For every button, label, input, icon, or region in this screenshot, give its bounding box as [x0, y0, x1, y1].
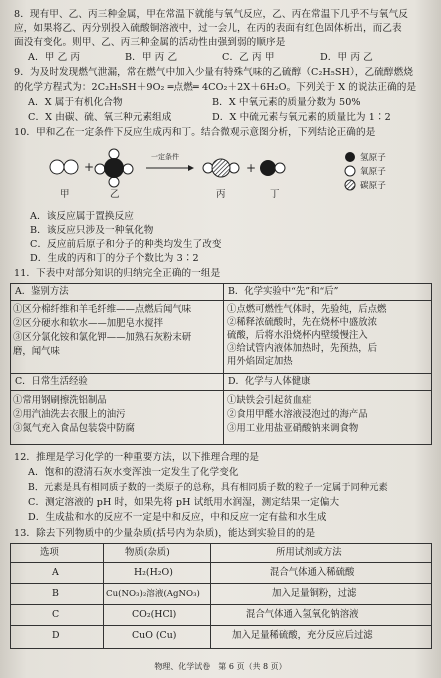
q13-row-d-option: D: [52, 630, 60, 641]
q13-row-a-substance: H₂(H₂O): [134, 567, 173, 578]
q8-option-b: B．甲 丙 乙: [125, 52, 178, 63]
q13-row-b-method: 加入足量铜粉，过滤: [272, 588, 357, 599]
q12-option-c: C．测定溶液的 pH 时，如果先将 pH 试纸用水润湿，测定结果一定偏大: [28, 497, 340, 508]
q13-header-option: 选项: [40, 547, 59, 558]
q10-option-c: C．反应前后原子和分子的种类均发生了改变: [30, 239, 222, 250]
q8-option-a: A．甲 乙 丙: [28, 52, 81, 63]
q9-option-d: D．X 中硫元素与氧元素的质量比为 1∶2: [212, 112, 391, 123]
atom-legend: [344, 150, 386, 192]
oxygen-atom-icon: [344, 165, 356, 177]
q8-stem-line3: 面没有变化。则甲、乙、丙三种金属的活动性由强到弱的顺序是: [14, 37, 286, 48]
page-footer: 物理、化学试卷 第 6 页（共 8 页）: [154, 662, 287, 671]
q8-stem-line2: 应，如果将乙、丙分别投入硫酸铜溶液中，过一会儿，在丙的表面有红色固体析出，而乙表: [14, 23, 402, 34]
q13-header-method: 所用试剂或方法: [276, 547, 342, 558]
legend-oxygen: 氧原子: [360, 167, 386, 177]
q8-option-d: D．甲 丙 乙: [320, 52, 373, 63]
q12-option-b: B．元素是具有相同质子数的一类原子的总称，具有相同质子数的粒子一定属于同种元素: [28, 482, 388, 493]
arrow-condition: 一定条件: [151, 153, 179, 161]
q11-stem: 11．下表中对部分知识的归纳完全正确的一组是: [14, 268, 221, 279]
hydrogen-atom-icon: [344, 151, 356, 163]
legend-carbon: 碳原子: [360, 181, 386, 191]
q11-d-line1: ①缺铁会引起贫血症: [227, 395, 312, 406]
legend-hydrogen: 氢原子: [360, 153, 386, 163]
q13-row-c-option: C: [52, 609, 60, 620]
carbon-atom-icon: [344, 179, 356, 191]
q9-stem-line2: 的化学方程式为：2C₂H₅SH＋9O₂ ═点燃═ 4CO₂＋2X＋6H₂O。下列关于 X 的说法正确的是: [14, 82, 417, 93]
q11-table-hline2: [10, 373, 431, 374]
molecule-yi: [95, 149, 133, 187]
q11-c-line2: ②用汽油洗去衣服上的油污: [13, 409, 126, 420]
label-yi: 乙: [110, 189, 120, 200]
q9-option-a: A．X 属于有机化合物: [28, 97, 123, 108]
q11-c-line1: ①常用钢刷擦洗铝制品: [13, 395, 107, 406]
q13-header-substance: 物质(杂质): [125, 547, 170, 558]
q11-table-hline3: [10, 390, 431, 391]
q13-row-d-method: 加入足量稀硫酸，充分反应后过滤: [232, 630, 373, 641]
q11-a-line2: ②区分硬水和软水——加肥皂水搅拌: [13, 318, 164, 329]
q9-stem-line1: 9．为及时发现燃气泄漏，常在燃气中加入少量有特殊气味的乙硫醇（C₂H₅SH），乙硫醇燃烧: [14, 67, 414, 78]
q13-row-b-substance: Cu(NO₃)₂溶液(AgNO₃): [106, 589, 200, 599]
q11-b-line4: ③给试管内液体加热时，先预热，后: [227, 343, 378, 354]
q11-a-title: A．鉴别方法: [15, 286, 69, 297]
q12-option-a: A．饱和的澄清石灰水变浑浊一定发生了化学变化: [28, 467, 239, 478]
q13-row-a-method: 混合气体通入稀硫酸: [270, 567, 355, 578]
reaction-diagram: [48, 142, 320, 200]
q13-row-b-option: B: [52, 588, 59, 599]
q13-stem: 13．除去下列物质中的少量杂质(括号内为杂质)，能达到实验目的的是: [14, 528, 316, 539]
q13-table-vline2: [210, 543, 211, 648]
q13-row-d-substance: CuO (Cu): [132, 630, 177, 641]
plus-sign: +: [84, 160, 95, 174]
label-bing: 丙: [216, 189, 226, 200]
q9-option-b: B．X 中氧元素的质量分数为 50%: [212, 97, 361, 108]
plus-sign-2: +: [246, 161, 257, 175]
q12-stem: 12．推理是学习化学的一种重要方法，以下推理合理的是: [14, 452, 260, 463]
q11-d-title: D．化学与人体健康: [228, 376, 311, 387]
q9-option-c: C．X 由碳、硫、氧三种元素组成: [28, 112, 172, 123]
q11-d-line3: ③用工业用盐亚硝酸钠来调食物: [227, 423, 359, 434]
q11-a-line4: 磨，闻气味: [13, 346, 60, 357]
label-ding: 丁: [270, 189, 280, 200]
q11-b-line2: ②稀释浓硫酸时，先在烧杯中盛放浓: [227, 317, 378, 328]
q10-option-b: B．该反应只涉及一种氧化物: [30, 225, 154, 236]
q13-table-hline3: [10, 604, 431, 605]
q10-option-d: D．生成的丙和丁的分子个数比为 3∶2: [30, 253, 199, 264]
q11-b-title: B．化学实验中“先”和“后”: [228, 286, 339, 297]
q8-stem-line1: 8．现有甲、乙、丙三种金属，甲在常温下就能与氧气反应，乙、丙在常温下几乎不与氧气反: [14, 9, 408, 20]
q13-row-c-substance: CO₂(HCl): [132, 609, 177, 620]
q11-b-line5: 用外焰固定加热: [227, 356, 293, 367]
q13-table-hline2: [10, 583, 431, 584]
q11-b-line1: ①点燃可燃性气体时，先验纯，后点燃: [227, 304, 387, 315]
q11-c-line3: ③氮气充入食品包装袋中防腐: [13, 423, 135, 434]
q13-row-c-method: 混合气体通入氢氧化钠溶液: [246, 609, 359, 620]
q10-option-a: A．该反应属于置换反应: [30, 211, 134, 222]
q11-a-line1: ①区分棉纤维和羊毛纤维——点燃后闻气味: [13, 304, 192, 315]
molecule-ding: [260, 160, 285, 176]
q11-b-line3: 硫酸，后将水沿烧杯内壁缓慢注入: [227, 330, 368, 341]
label-jia: 甲: [60, 189, 70, 200]
q11-table-vline: [223, 283, 224, 444]
q11-c-title: C．日常生活经验: [15, 376, 88, 387]
q12-option-d: D．生成盐和水的反应不一定是中和反应，中和反应一定有盐和水生成: [28, 512, 327, 523]
q11-d-line2: ②食用甲醛水溶液浸泡过的海产品: [227, 409, 368, 420]
q10-stem: 10．甲和乙在一定条件下反应生成丙和丁。结合微观示意图分析，下列结论正确的是: [14, 127, 376, 138]
q13-table-hline4: [10, 625, 431, 626]
molecule-jia: [50, 160, 78, 174]
q13-table-hline1: [10, 562, 431, 563]
q11-table-hline1: [10, 300, 431, 301]
molecule-bing: [203, 159, 239, 177]
q13-row-a-option: A: [52, 567, 59, 578]
q8-option-c: C．乙 丙 甲: [222, 52, 275, 63]
q11-a-line3: ③区分氯化铵和氯化钾——加熟石灰粉末研: [13, 332, 192, 343]
q13-table-vline1: [103, 543, 104, 648]
